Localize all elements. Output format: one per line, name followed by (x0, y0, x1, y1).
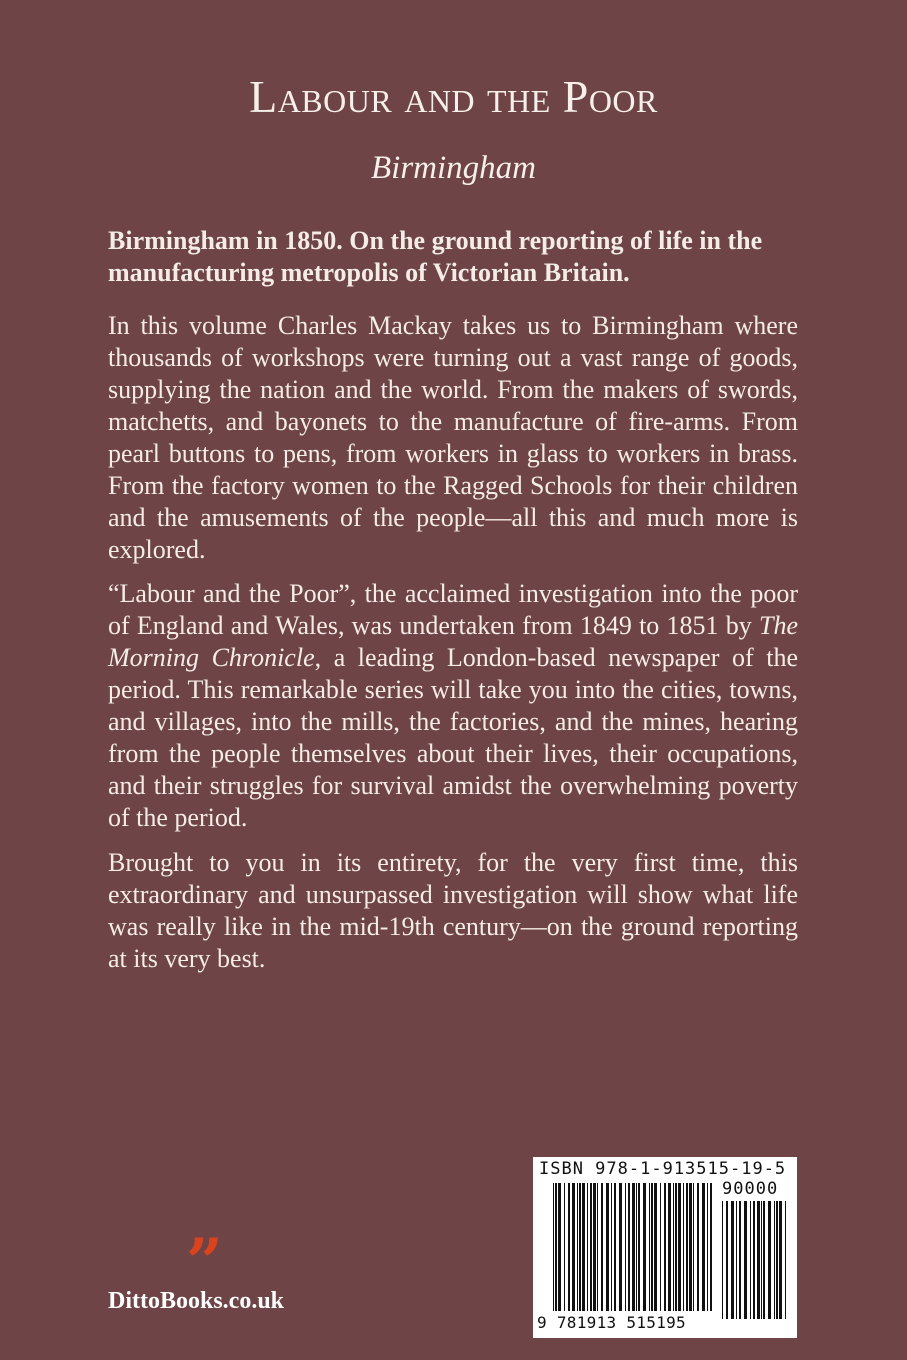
paragraph-2-text-b: , a leading London-based newspaper of the period. This remarkable series will take you into the cities, towns, and villages, into the mills, the factories, and the mines, hearing from the people themselves about their lives, their occupations, and their struggles for survival amidst the overwhelming poverty of the period. (108, 643, 798, 832)
newspaper-name: The Morning Chronicle (108, 611, 798, 672)
quote-mark-icon: ” (186, 1225, 223, 1300)
book-subtitle: Birmingham (371, 150, 536, 186)
description-paragraph-1: In this volume Charles Mackay takes us to Birmingham where thousands of workshops were turning out a vast range of goods, supplying the nation and the world. From the makers of swords, matchetts, and bayonets to the manufacture of fire-arms. From pearl buttons to pens, from workers in glass to workers in brass. From the factory women to the Ragged Schools for their children and the amusements of the people—all this and much more is explored. (108, 311, 798, 564)
description-paragraph-2 (108, 578, 798, 834)
isbn-digits: 9 781913 515195 (537, 1313, 686, 1332)
publisher-name: DittoBooks.co.uk (108, 1288, 285, 1314)
paragraph-2-text-a: “Labour and the Poor”, the acclaimed investigation into the poor of England and Wales, was undertaken from 1849 to 1851 by (108, 579, 798, 640)
isbn-barcode (533, 1157, 797, 1338)
addon-barcode-bars-icon (722, 1201, 790, 1319)
lead-paragraph: Birmingham in 1850. On the ground reporting of life in the manufacturing metropolis of Victorian Britain. (108, 226, 763, 287)
description-paragraph-3: Brought to you in its entirety, for the very first time, this extraordinary and unsurpassed investigation will show what life was really like in the mid-19th century—on the ground reporting at its very best. (108, 848, 798, 973)
isbn-label: ISBN 978-1-913515-19-5 (539, 1159, 787, 1179)
barcode-bars-icon (553, 1183, 713, 1311)
price-code: 90000 (722, 1179, 779, 1199)
book-title: Labour and the Poor (249, 71, 658, 122)
